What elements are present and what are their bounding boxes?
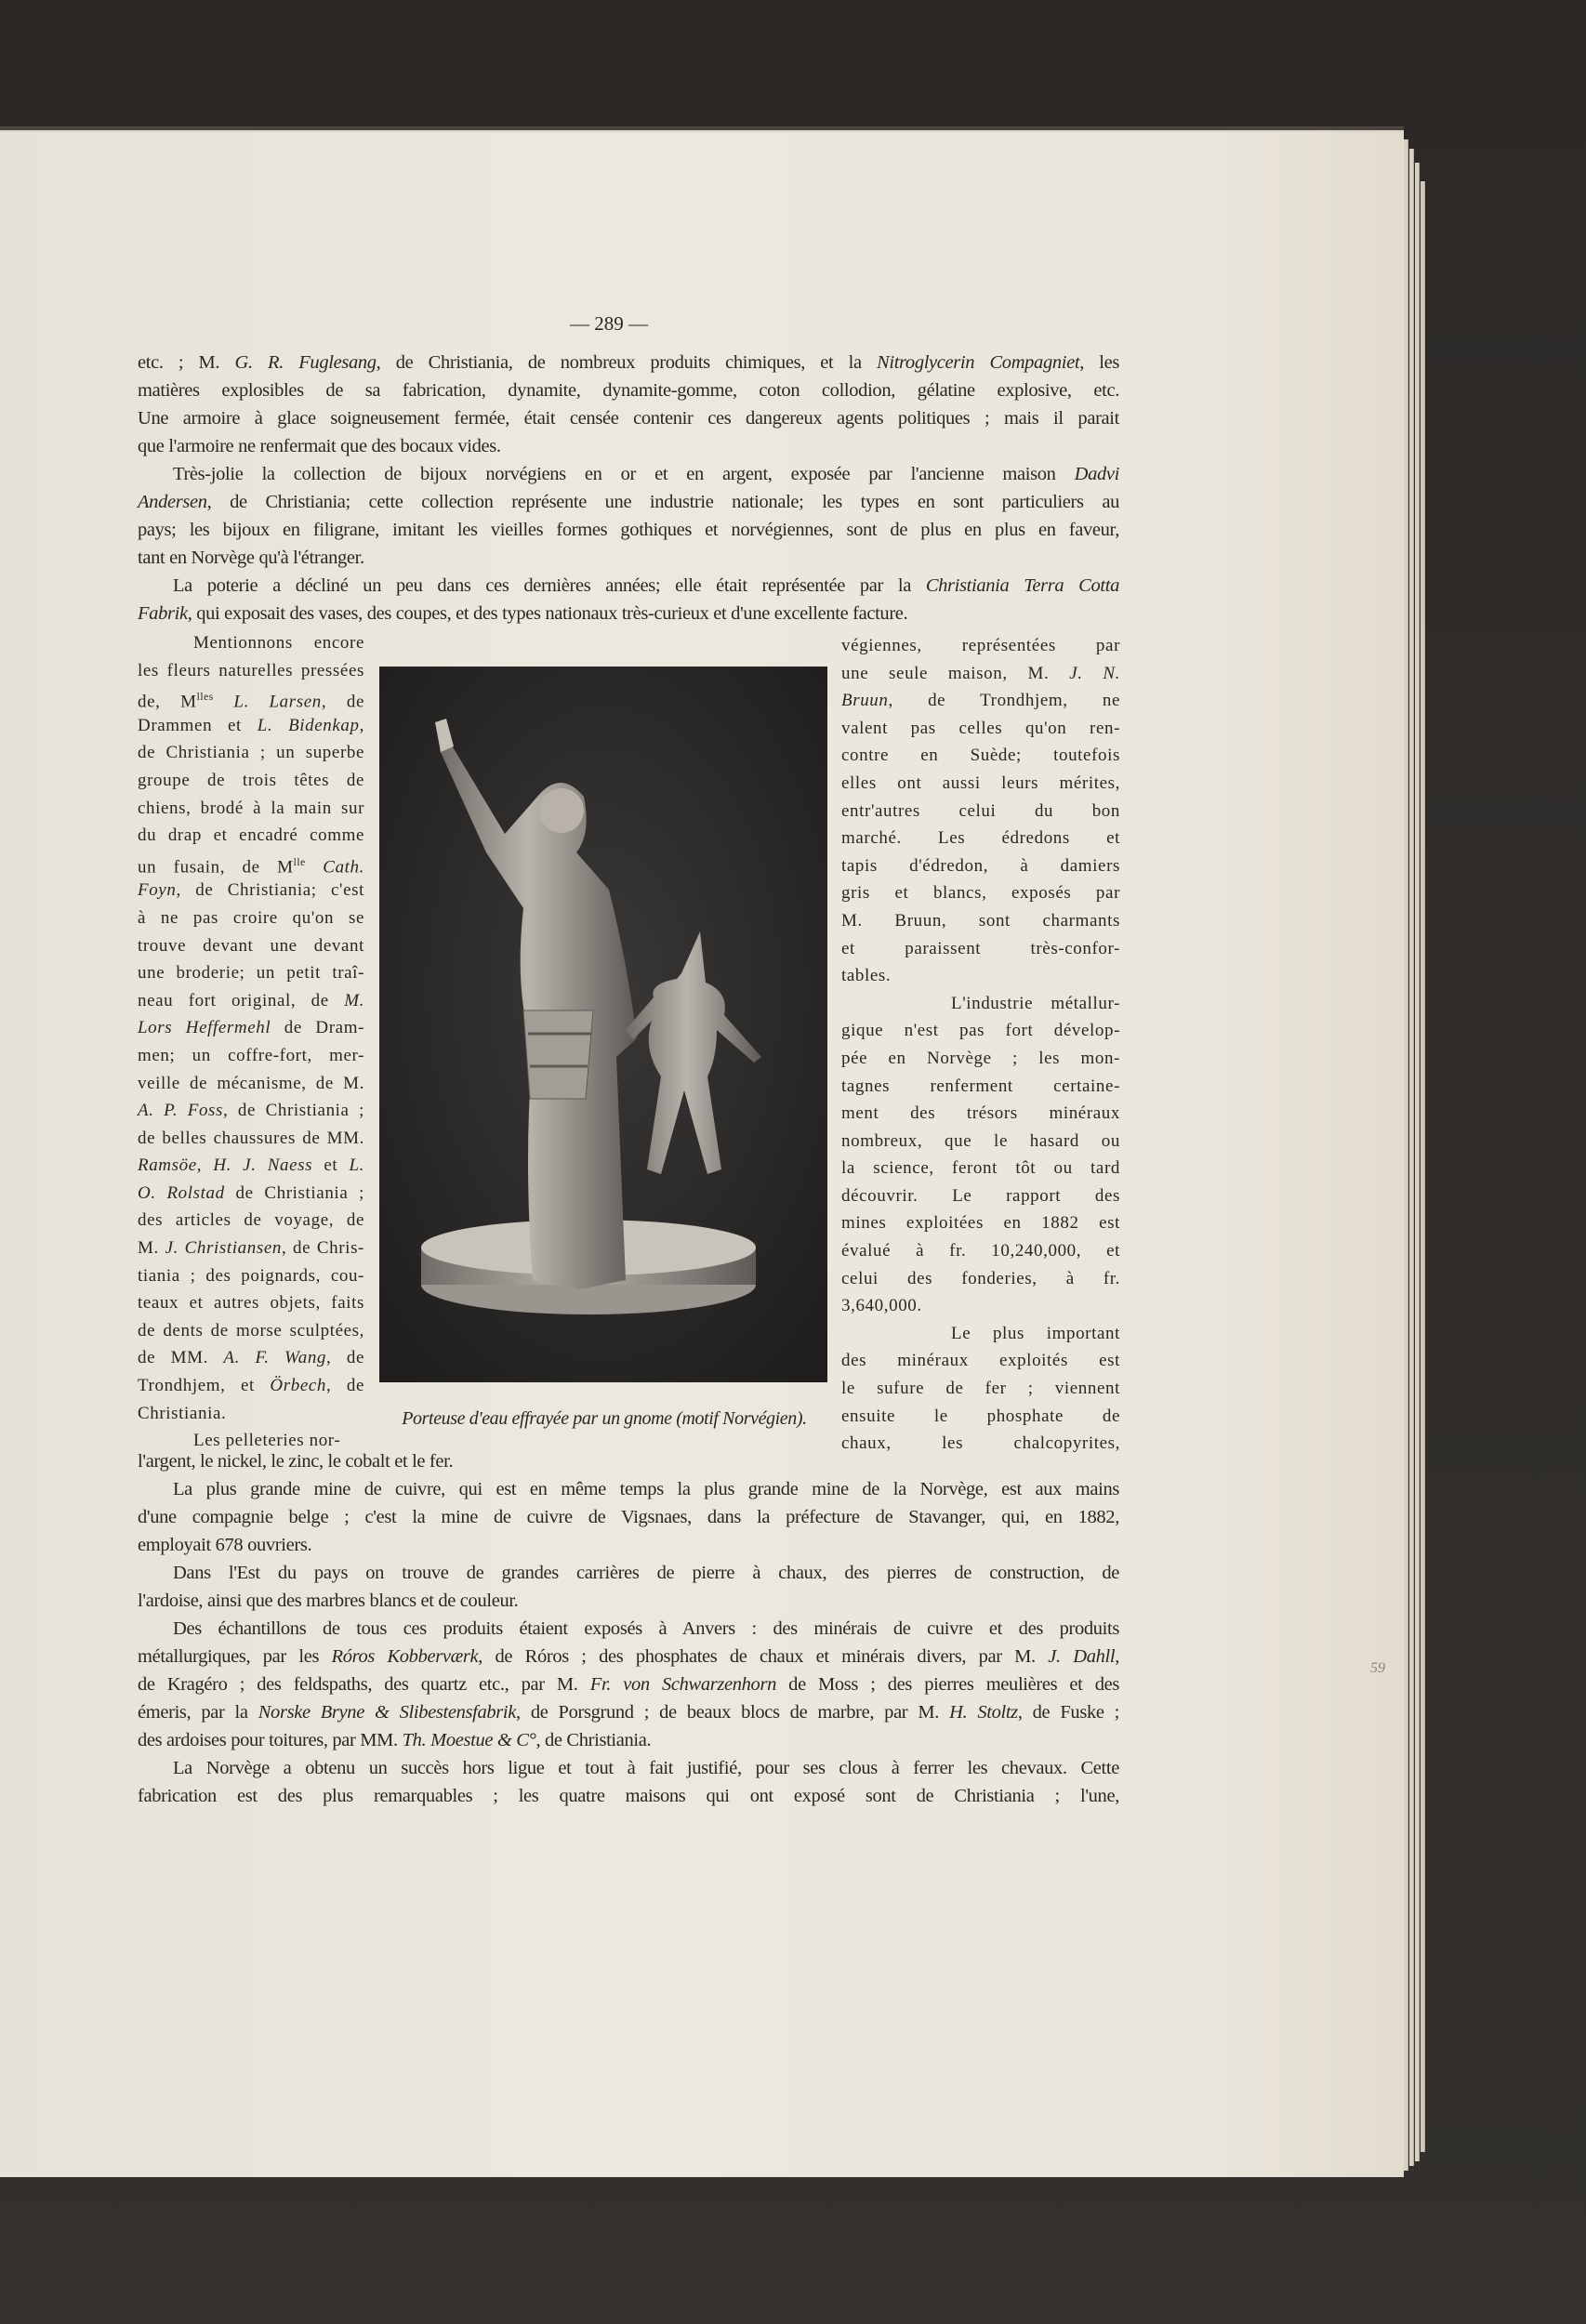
text-line: contre en Suède; toutefois [841,746,1120,766]
text-line: celui des fonderies, à fr. [841,1268,1120,1288]
text-line: une seule maison, M. J. N. [841,663,1120,683]
pencil-page-mark: 59 [1370,1660,1385,1676]
text-line: O. Rolstad de Christiania ; [138,1182,364,1203]
text-line: trouve devant une devant [138,935,364,956]
text-line: tapis d'édredon, à damiers [841,855,1120,876]
text-line: l'argent, le nickel, le zinc, le cobalt et le fer. [138,1451,454,1472]
text-line: gris et blancs, exposés par [841,883,1120,904]
text-line: à ne pas croire qu'on se [138,907,364,928]
text-line: Une armoire à glace soigneusement fermée, était censée contenir ces dangereux agents politiques ; mais il parait [138,408,1119,429]
text-line: Fabrik, qui exposait des vases, des coupes, et des types nationaux très-curieux et d'une excellente facture. [138,603,908,624]
text-line: de MM. A. F. Wang, de [138,1348,364,1368]
text-line: Bruun, de Trondhjem, ne [841,691,1120,711]
text-line: et paraissent très-confor- [841,938,1120,958]
text-line: veille de mécanisme, de M. [138,1073,364,1093]
page-edge [1421,181,1425,2152]
text-line: tagnes renferment certaine- [841,1076,1120,1096]
text-line: matières explosibles de sa fabrication, dynamite, dynamite-gomme, coton collodion, gélatine explosive, etc. [138,380,1119,401]
text-line: végiennes, représentées par [841,636,1120,655]
text-line: M. Bruun, sont charmants [841,910,1120,931]
text-line: tant en Norvège qu'à l'étranger. [138,548,364,568]
text-line: fabrication est des plus remarquables ; les quatre maisons qui ont exposé sont de Christiania ; l'une, [138,1786,1119,1806]
text-line: groupe de trois têtes de [138,770,364,790]
text-line: Des échantillons de tous ces produits étaient exposés à Anvers : des minérais de cuivre et des produits [173,1618,1119,1639]
text-line: évalué à fr. 10,240,000, et [841,1241,1120,1261]
text-line: le sufure de fer ; viennent [841,1379,1120,1399]
text-line: pays; les bijoux en filigrane, imitant les vieilles formes gothiques et norvégiennes, sont de plus en plus en faveur, [138,520,1119,540]
text-line: Lors Heffermehl de Dram- [138,1018,365,1038]
text-line: Foyn, de Christiania; c'est [138,880,364,901]
text-line: entr'autres celui du bon [841,800,1120,821]
text-line: M. J. Christiansen, de Chris- [138,1238,364,1259]
text-line: 3,640,000. [841,1296,922,1316]
text-line: tiania ; des poignards, cou- [138,1265,364,1286]
bucket [523,1010,593,1099]
text-line: Dans l'Est du pays on trouve de grandes carrières de pierre à chaux, des pierres de construction, de [173,1563,1119,1583]
page-edge [1409,149,1414,2166]
text-line: mines exploitées en 1882 est [841,1213,1120,1234]
text-line: tables. [841,966,892,986]
text-line: Ramsöe, H. J. Naess et L. [138,1155,364,1176]
text-line: La poterie a décliné un peu dans ces dernières années; elle était représentée par la Christiania Terra Cotta [173,575,1119,596]
text-line: L'industrie métallur- [951,993,1120,1013]
text-line: Andersen, de Christiania; cette collection représente une industrie nationale; les types en sont particuliers au [138,492,1119,512]
text-line: teaux et autres objets, faits [138,1293,364,1314]
text-line: les fleurs naturelles pressées [138,660,364,680]
text-line: etc. ; M. G. R. Fuglesang, de Christiania, de nombreux produits chimiques, et la Nitroglycerin Compagniet, les [138,352,1119,373]
text-line: men; un coffre-fort, mer- [138,1045,364,1065]
text-line: valent pas celles qu'on ren- [841,718,1120,738]
text-line: de Kragéro ; des feldspaths, des quartz etc., par M. Fr. von Schwarzenhorn de Moss ; des pierres meulières et des [138,1674,1119,1695]
text-line: La Norvège a obtenu un succès hors ligue et tout à fait justifié, pour ses clous à ferrer les chevaux. Cette [173,1758,1119,1778]
bottom-text-block [138,1447,1119,1810]
text-line: du drap et encadré comme [138,825,364,846]
text-line: d'une compagnie belge ; c'est la mine de cuivre de Vigsnaes, dans la préfecture de Stavanger, qui, en 1882, [138,1507,1119,1527]
text-line: ensuite le phosphate de [841,1406,1120,1426]
text-line: des ardoises pour toitures, par MM. Th. Moestue & C°, de Christiania. [138,1730,652,1750]
text-line: A. P. Foss, de Christiania ; [138,1101,364,1121]
text-line: de, $M^{lles}$ L. Larsen, de [138,692,365,712]
text-line: la science, feront tôt ou tard [841,1158,1120,1179]
text-line: des minéraux exploités est [841,1351,1120,1371]
text-line: Très-jolie la collection de bijoux norvégiens en or et en argent, exposée par l'ancienne maison Dadvi [173,464,1119,484]
left-text-column [138,629,364,1455]
text-line: gique n'est pas fort dévelop- [841,1021,1120,1041]
text-line: neau fort original, de M. [138,990,364,1010]
text-line: métallurgiques, par les Róros Kobberværk, de Róros ; des phosphates de chaux et minérais divers, par M. J. Dahll, [138,1646,1119,1667]
text-line: Mentionnons encore [193,633,364,653]
text-line: un fusain, de $M^{lle}$ Cath. [138,856,364,878]
text-line: chiens, brodé à la main sur [138,798,364,818]
text-line: de dents de morse sculptées, [138,1320,364,1340]
statue-figure-image [379,667,827,1382]
top-text-block [138,349,1119,627]
text-line: Christiania. [138,1403,227,1423]
text-line: La plus grande mine de cuivre, qui est en même temps la plus grande mine de la Norvège, est aux mains [173,1479,1119,1499]
text-line: une broderie; un petit traî- [138,963,364,984]
text-line: pée en Norvège ; les mon- [841,1048,1120,1068]
page-number: — 289 — [570,312,648,335]
page-edge [1415,163,1420,2161]
text-line: Drammen et L. Bidenkap, [138,715,364,735]
text-line: de Christiania ; un superbe [138,743,364,763]
right-text-column [841,632,1120,1458]
text-line: de belles chaussures de MM. [138,1128,364,1148]
text-line: que l'armoire ne renfermait que des bocaux vides. [138,436,501,456]
text-line: Le plus important [951,1323,1120,1343]
figure-caption: Porteuse d'eau effrayée par un gnome (motif Norvégien). [402,1408,807,1429]
text-line: Trondhjem, et Örbech, de [138,1376,364,1396]
text-line: découvrir. Le rapport des [841,1185,1120,1206]
text-line: l'ardoise, ainsi que des marbres blancs et de couleur. [138,1591,519,1611]
text-line: elles ont aussi leurs mérites, [841,772,1120,793]
text-line: nombreux, que le hasard ou [841,1130,1120,1151]
text-line: des articles de voyage, de [138,1210,364,1231]
text-line: employait 678 ouvriers. [138,1535,312,1555]
statue-illustration [379,667,827,1382]
page-edge [1404,139,1408,2171]
text-line: émeris, par la Norske Bryne & Slibestensfabrik, de Porsgrund ; de beaux blocs de marbre, par M. H. Stoltz, de Fuske ; [138,1702,1119,1723]
text-line: marché. Les édredons et [841,828,1120,849]
text-line: chaux, les chalcopyrites, [841,1433,1120,1454]
text-line: ment des trésors minéraux [841,1103,1120,1124]
text-line: Les pelleteries nor- [193,1431,341,1451]
